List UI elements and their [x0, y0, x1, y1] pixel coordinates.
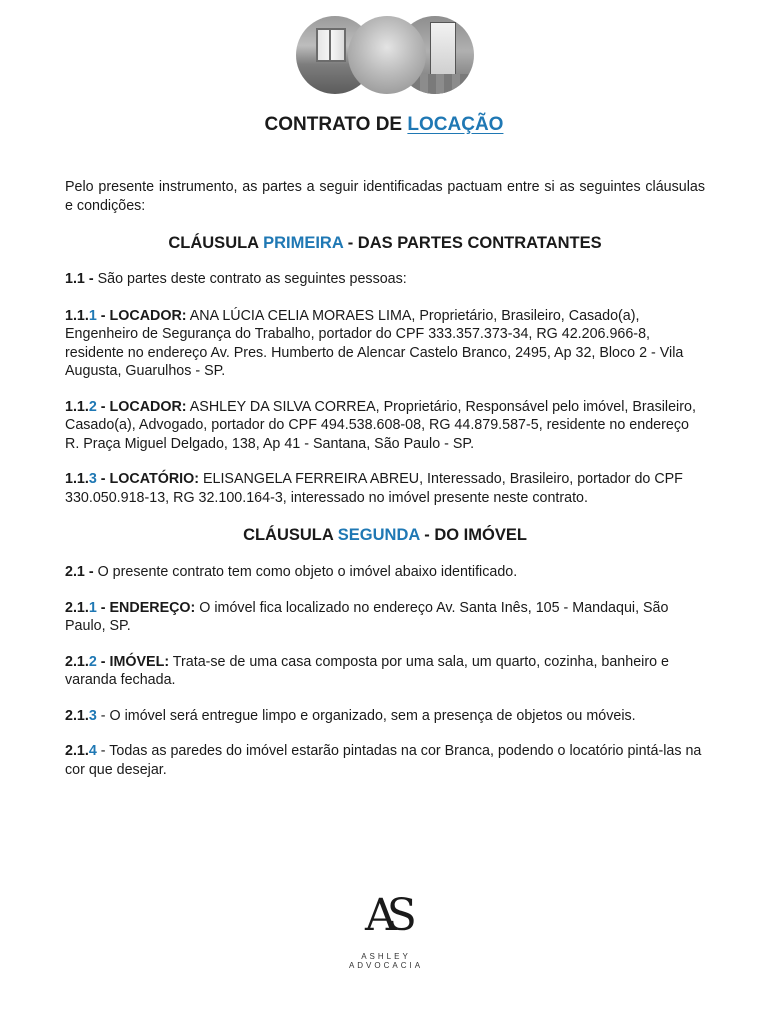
clause-item-1-1-1: 1.1.1 - LOCADOR: ANA LÚCIA CELIA MORAES LIMA, Proprietário, Brasileiro, Casado(a), Engenheiro de Segurança do Trabalho, portador do CPF 333.357.373-34, RG 42.206.966-8, residente no endereço Av. Pres. Humberto de Alencar Castelo Branco, 2495, Ap 32, Bloco 2 - Vila Augusta, Guarulhos - SP. — [65, 307, 684, 379]
clause-item-2-1-2: 2.1.2 - IMÓVEL: Trata-se de uma casa composta por uma sala, um quarto, cozinha, banheiro e varanda fechada. — [65, 653, 669, 688]
title-prefix: CONTRATO DE — [264, 114, 408, 135]
logo-wordmark: ASHLEY ADVOCACIA — [348, 952, 424, 970]
clause-2-heading: CLÁUSULA SEGUNDA - DO IMÓVEL — [243, 526, 527, 544]
clause-item-1-1: 1.1 - São partes deste contrato as seguintes pessoas: — [65, 271, 407, 287]
interior-photo-ceiling — [348, 16, 426, 94]
clause-item-1-1-2: 1.1.2 - LOCADOR: ASHLEY DA SILVA CORREA, Proprietário, Responsável pelo imóvel, Brasileiro, Casado(a), Advogado, portador do CPF 494.538.608-08, RG 44.879.587-5, residente no endereço R. Praça Miguel Delgado, 138, Ap 41 - Santana, São Paulo - SP. — [65, 398, 696, 452]
contract-body — [65, 178, 705, 779]
clause-1-heading: CLÁUSULA PRIMEIRA - DAS PARTES CONTRATANTES — [168, 234, 602, 252]
ashley-advocacia-logo — [334, 888, 438, 968]
logo-monogram: AS — [365, 890, 407, 941]
clause-item-1-1-3: 1.1.3 - LOCATÓRIO: ELISANGELA FERREIRA ABREU, Interessado, Brasileiro, portador do CPF 330.050.918-13, RG 32.100.164-3, interessado no imóvel presente neste contrato. — [65, 471, 683, 506]
clause-item-2-1-4: 2.1.4 - Todas as paredes do imóvel estarão pintadas na cor Branca, podendo o locatório pintá-las na cor que desejar. — [65, 743, 702, 778]
header-photo-collage — [296, 16, 476, 96]
title-highlight: LOCAÇÃO — [407, 114, 504, 135]
clause-item-2-1-1: 2.1.1 - ENDEREÇO: O imóvel fica localizado no endereço Av. Santa Inês, 105 - Mandaqui, São Paulo, SP. — [65, 599, 669, 634]
clause-item-2-1-3: 2.1.3 - O imóvel será entregue limpo e organizado, sem a presença de objetos ou móveis. — [65, 707, 636, 724]
document-title — [0, 114, 768, 136]
clause-item-2-1: 2.1 - O presente contrato tem como objeto o imóvel abaixo identificado. — [65, 564, 518, 580]
intro-paragraph: Pelo presente instrumento, as partes a seguir identificadas pactuam entre si as seguintes cláusulas e condições: — [65, 179, 705, 214]
